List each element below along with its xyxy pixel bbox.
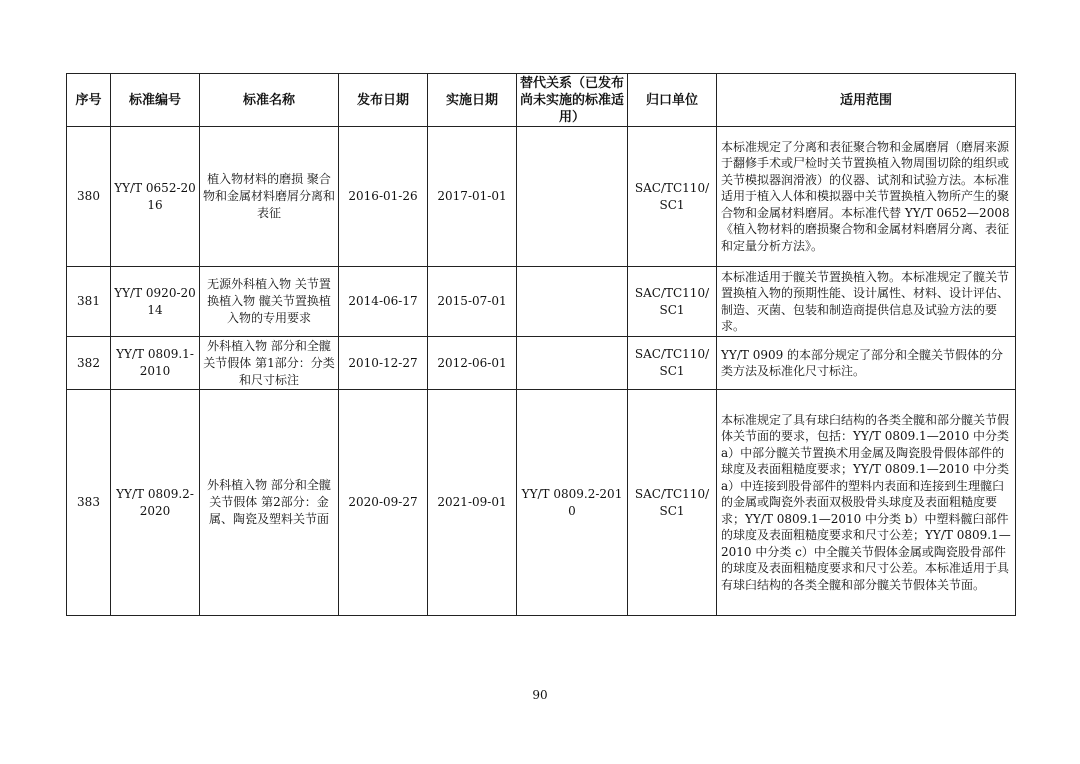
cell-code: YY/T 0920-2014 — [111, 267, 200, 337]
cell-implement-date: 2012-06-01 — [428, 337, 517, 390]
header-replacement: 替代关系（已发布尚未实施的标准适用） — [517, 74, 628, 127]
header-code: 标准编号 — [111, 74, 200, 127]
table-row — [67, 337, 1016, 390]
standards-table — [66, 73, 1016, 616]
table-header-row — [67, 74, 1016, 127]
cell-replacement — [517, 127, 628, 267]
table-row — [67, 390, 1016, 616]
cell-serial: 381 — [67, 267, 111, 337]
cell-implement-date: 2017-01-01 — [428, 127, 517, 267]
cell-department: SAC/TC110/SC1 — [628, 337, 717, 390]
cell-name: 外科植入物 部分和全髋关节假体 第1部分：分类和尺寸标注 — [200, 337, 339, 390]
cell-scope: 本标准规定了具有球臼结构的各类全髋和部分髋关节假体关节面的要求，包括：YY/T 0809.1—2010 中分类 a）中部分髋关节置换术用金属及陶瓷股骨假体部件的球度及表面粗糙度要求；YY/T 0809.1—2010 中分类 a）中连接到股骨部件的塑料内表面和连接到生理髋臼的金属或陶瓷外表面双极股骨头球度及表面粗糙度要求；YY/T 0809.1—2010 中分类 b）中塑料髋臼部件的球度及表面粗糙度要求和尺寸公差；YY/T 0809.1—2010 中分类 c）中全髋关节假体金属或陶瓷股骨部件的球度及表面粗糙度要求和尺寸公差。本标准适用于具有球臼结构的各类全髋和部分髋关节假体关节面。 — [717, 390, 1016, 616]
cell-publish-date: 2010-12-27 — [339, 337, 428, 390]
cell-replacement — [517, 337, 628, 390]
cell-replacement: YY/T 0809.2-2010 — [517, 390, 628, 616]
cell-code: YY/T 0809.1-2010 — [111, 337, 200, 390]
cell-scope: 本标准规定了分离和表征聚合物和金属磨屑（磨屑来源于翻修手术或尸检时关节置换植入物周围切除的组织或关节模拟器润滑液）的仪器、试剂和试验方法。本标准适用于植入人体和模拟器中关节置换植入物所产生的聚合物和金属材料磨屑。本标准代替 YY/T 0652—2008《植入物材料的磨损聚合物和金属材料磨屑分离、表征和定量分析方法》。 — [717, 127, 1016, 267]
cell-code: YY/T 0809.2-2020 — [111, 390, 200, 616]
table-row — [67, 267, 1016, 337]
cell-name: 无源外科植入物 关节置换植入物 髋关节置换植入物的专用要求 — [200, 267, 339, 337]
cell-department: SAC/TC110/SC1 — [628, 267, 717, 337]
cell-serial: 382 — [67, 337, 111, 390]
header-publish-date: 发布日期 — [339, 74, 428, 127]
table-row — [67, 127, 1016, 267]
cell-implement-date: 2015-07-01 — [428, 267, 517, 337]
header-serial: 序号 — [67, 74, 111, 127]
cell-replacement — [517, 267, 628, 337]
cell-department: SAC/TC110/SC1 — [628, 390, 717, 616]
cell-publish-date: 2014-06-17 — [339, 267, 428, 337]
cell-code: YY/T 0652-2016 — [111, 127, 200, 267]
header-department: 归口单位 — [628, 74, 717, 127]
cell-publish-date: 2020-09-27 — [339, 390, 428, 616]
cell-name: 植入物材料的磨损 聚合物和金属材料磨屑分离和表征 — [200, 127, 339, 267]
cell-scope: 本标准适用于髋关节置换植入物。本标准规定了髋关节置换植入物的预期性能、设计属性、材料、设计评估、制造、灭菌、包装和制造商提供信息及试验方法的要求。 — [717, 267, 1016, 337]
cell-publish-date: 2016-01-26 — [339, 127, 428, 267]
header-implement-date: 实施日期 — [428, 74, 517, 127]
header-name: 标准名称 — [200, 74, 339, 127]
cell-serial: 383 — [67, 390, 111, 616]
cell-name: 外科植入物 部分和全髋关节假体 第2部分：金属、陶瓷及塑料关节面 — [200, 390, 339, 616]
cell-department: SAC/TC110/SC1 — [628, 127, 717, 267]
cell-scope: YY/T 0909 的本部分规定了部分和全髋关节假体的分类方法及标准化尺寸标注。 — [717, 337, 1016, 390]
cell-implement-date: 2021-09-01 — [428, 390, 517, 616]
header-scope: 适用范围 — [717, 74, 1016, 127]
page-number: 90 — [532, 688, 548, 702]
cell-serial: 380 — [67, 127, 111, 267]
